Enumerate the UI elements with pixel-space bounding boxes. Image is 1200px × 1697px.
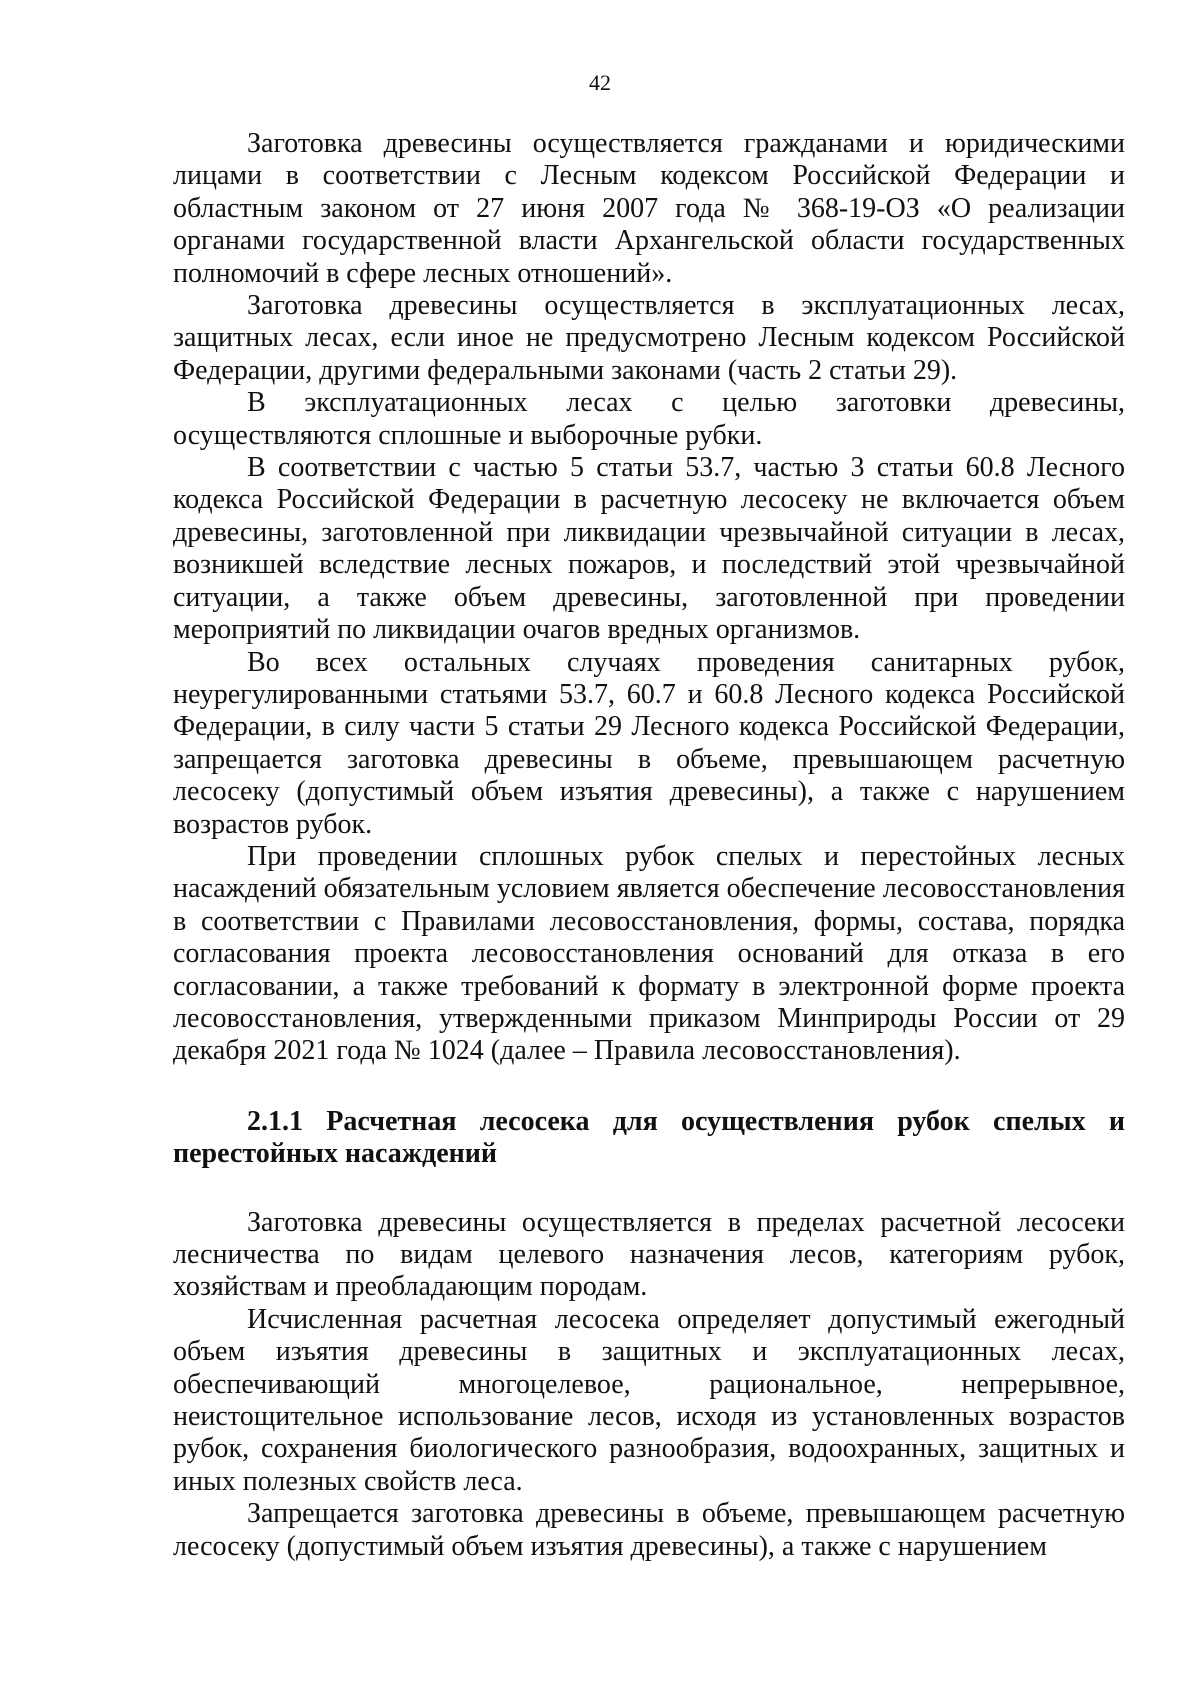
- section-heading: 2.1.1 Расчетная лесосека для осуществления рубок спелых и перестойных насаждений: [173, 1105, 1125, 1170]
- document-body: [173, 128, 1125, 1563]
- paragraph: Заготовка древесины осуществляется в пределах расчетной лесосеки лесничества по видам целевого назначения лесов, категориям рубок, хозяйствам и преобладающим породам.: [173, 1206, 1125, 1303]
- paragraph: Во всех остальных случаях проведения санитарных рубок, неурегулированными статьями 53.7, 60.7 и 60.8 Лесного кодекса Российской Федерации, в силу части 5 статьи 29 Лесного кодекса Российской Федерации, запрещается заготовка древесины в объеме, превышающем расчетную лесосеку (допустимый объем изъятия древесины), а также с нарушением возрастов рубок.: [173, 646, 1125, 840]
- paragraph: При проведении сплошных рубок спелых и перестойных лесных насаждений обязательным условием является обеспечение лесовосстановления в соответствии с Правилами лесовосстановления, формы, состава, порядка согласования проекта лесовосстановления оснований для отказа в его согласовании, а также требований к формату в электронной форме проекта лесовосстановления, утвержденными приказом Минприроды России от 29 декабря 2021 года № 1024 (далее – Правила лесовосстановления).: [173, 840, 1125, 1067]
- paragraph: В соответствии с частью 5 статьи 53.7, частью 3 статьи 60.8 Лесного кодекса Российской Федерации в расчетную лесосеку не включается объем древесины, заготовленной при ликвидации чрезвычайной ситуации в лесах, возникшей вследствие лесных пожаров, и последствий этой чрезвычайной ситуации, а также объем древесины, заготовленной при проведении мероприятий по ликвидации очагов вредных организмов.: [173, 452, 1125, 646]
- paragraph: Заготовка древесины осуществляется в эксплуатационных лесах, защитных лесах, если иное не предусмотрено Лесным кодексом Российской Федерации, другими федеральными законами (часть 2 статьи 29).: [173, 290, 1125, 386]
- page-number: 42: [589, 70, 611, 95]
- paragraph: Заготовка древесины осуществляется гражданами и юридическими лицами в соответствии с Лесным кодексом Российской Федерации и областным законом от 27 июня 2007 года № 368-19-ОЗ «О реализации органами государственной власти Архангельской области государственных полномочий в сфере лесных отношений».: [173, 128, 1125, 289]
- paragraph: В эксплуатационных лесах с целью заготовки древесины, осуществляются сплошные и выборочные рубки.: [173, 387, 1125, 451]
- paragraph: Запрещается заготовка древесины в объеме, превышающем расчетную лесосеку (допустимый объем изъятия древесины), а также с нарушением: [173, 1498, 1125, 1562]
- paragraph: Исчисленная расчетная лесосека определяет допустимый ежегодный объем изъятия древесины в защитных и эксплуатационных лесах, обеспечивающий многоцелевое, рациональное, непрерывное, неистощительное использование лесов, исходя из установленных возрастов рубок, сохранения биологического разнообразия, водоохранных, защитных и иных полезных свойств леса.: [173, 1303, 1125, 1497]
